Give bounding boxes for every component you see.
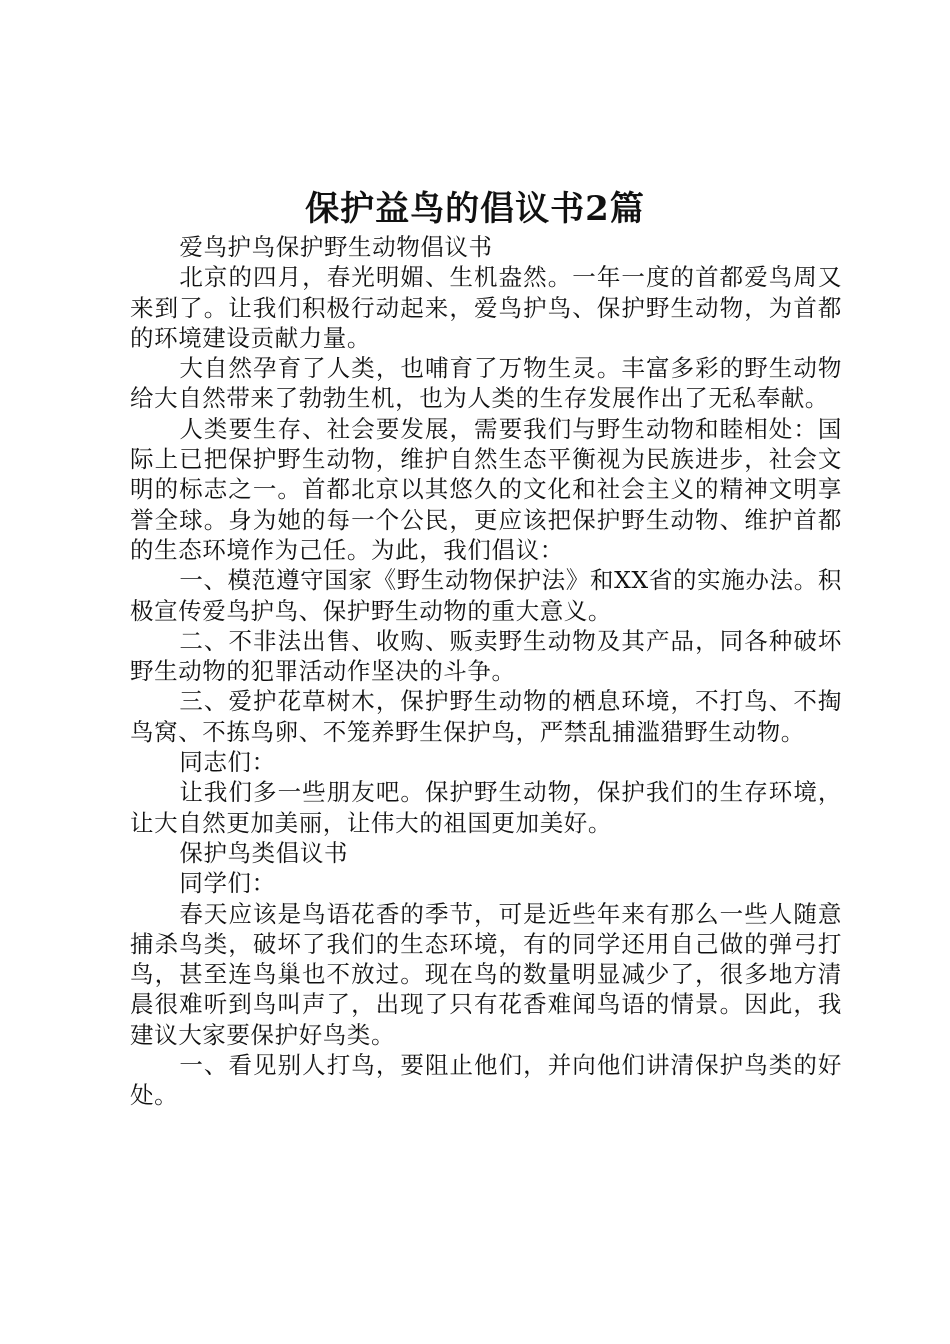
body-paragraph: 一、模范遵守国家《野生动物保护法》和XX省的实施办法。积极宣传爱鸟护鸟、保护野生动物的重大意义。 [130,566,842,625]
salutation-paragraph: 同志们： [179,748,276,777]
salutation-paragraph: 同学们： [179,869,276,898]
document-title: 保护益鸟的倡议书2篇 [305,189,645,229]
body-paragraph: 大自然孕育了人类，也哺育了万物生灵。丰富多彩的野生动物给大自然带来了勃勃生机，也为人类的生存发展作出了无私奉献。 [130,354,842,413]
body-paragraph: 北京的四月，春光明媚、生机盎然。一年一度的首都爱鸟周又来到了。让我们积极行动起来，爱鸟护鸟、保护野生动物，为首都的环境建设贡献力量。 [130,263,842,352]
body-paragraph: 让我们多一些朋友吧。保护野生动物，保护我们的生存环境，让大自然更加美丽，让伟大的祖国更加美好。 [130,778,842,837]
body-paragraph: 一、看见别人打鸟，要阻止他们，并向他们讲清保护鸟类的好处。 [130,1051,842,1110]
body-paragraph: 人类要生存、社会要发展，需要我们与野生动物和睦相处：国际上已把保护野生动物，维护自然生态平衡视为民族进步，社会文明的标志之一。首都北京以其悠久的文化和社会主义的精神文明享誉全球。身为她的每一个公民，更应该把保护野生动物、维护首都的生态环境作为己任。为此，我们倡议： [130,414,842,564]
subtitle-paragraph: 保护鸟类倡议书 [179,838,349,867]
body-paragraph: 二、不非法出售、收购、贩卖野生动物及其产品，同各种破坏野生动物的犯罪活动作坚决的斗争。 [130,626,842,686]
document-body [130,232,842,1111]
body-paragraph: 三、爱护花草树木，保护野生动物的栖息环境，不打鸟、不掏鸟窝、不拣鸟卵、不笼养野生保护鸟，严禁乱捕滥猎野生动物。 [130,687,842,746]
body-paragraph: 春天应该是鸟语花香的季节，可是近些年来有那么一些人随意捕杀鸟类，破坏了我们的生态环境，有的同学还用自己做的弹弓打鸟，甚至连鸟巢也不放过。现在鸟的数量明显减少了，很多地方清晨很难听到鸟叫声了，出现了只有花香难闻鸟语的情景。因此，我建议大家要保护好鸟类。 [130,899,842,1049]
subtitle-paragraph: 爱鸟护鸟保护野生动物倡议书 [179,233,493,261]
